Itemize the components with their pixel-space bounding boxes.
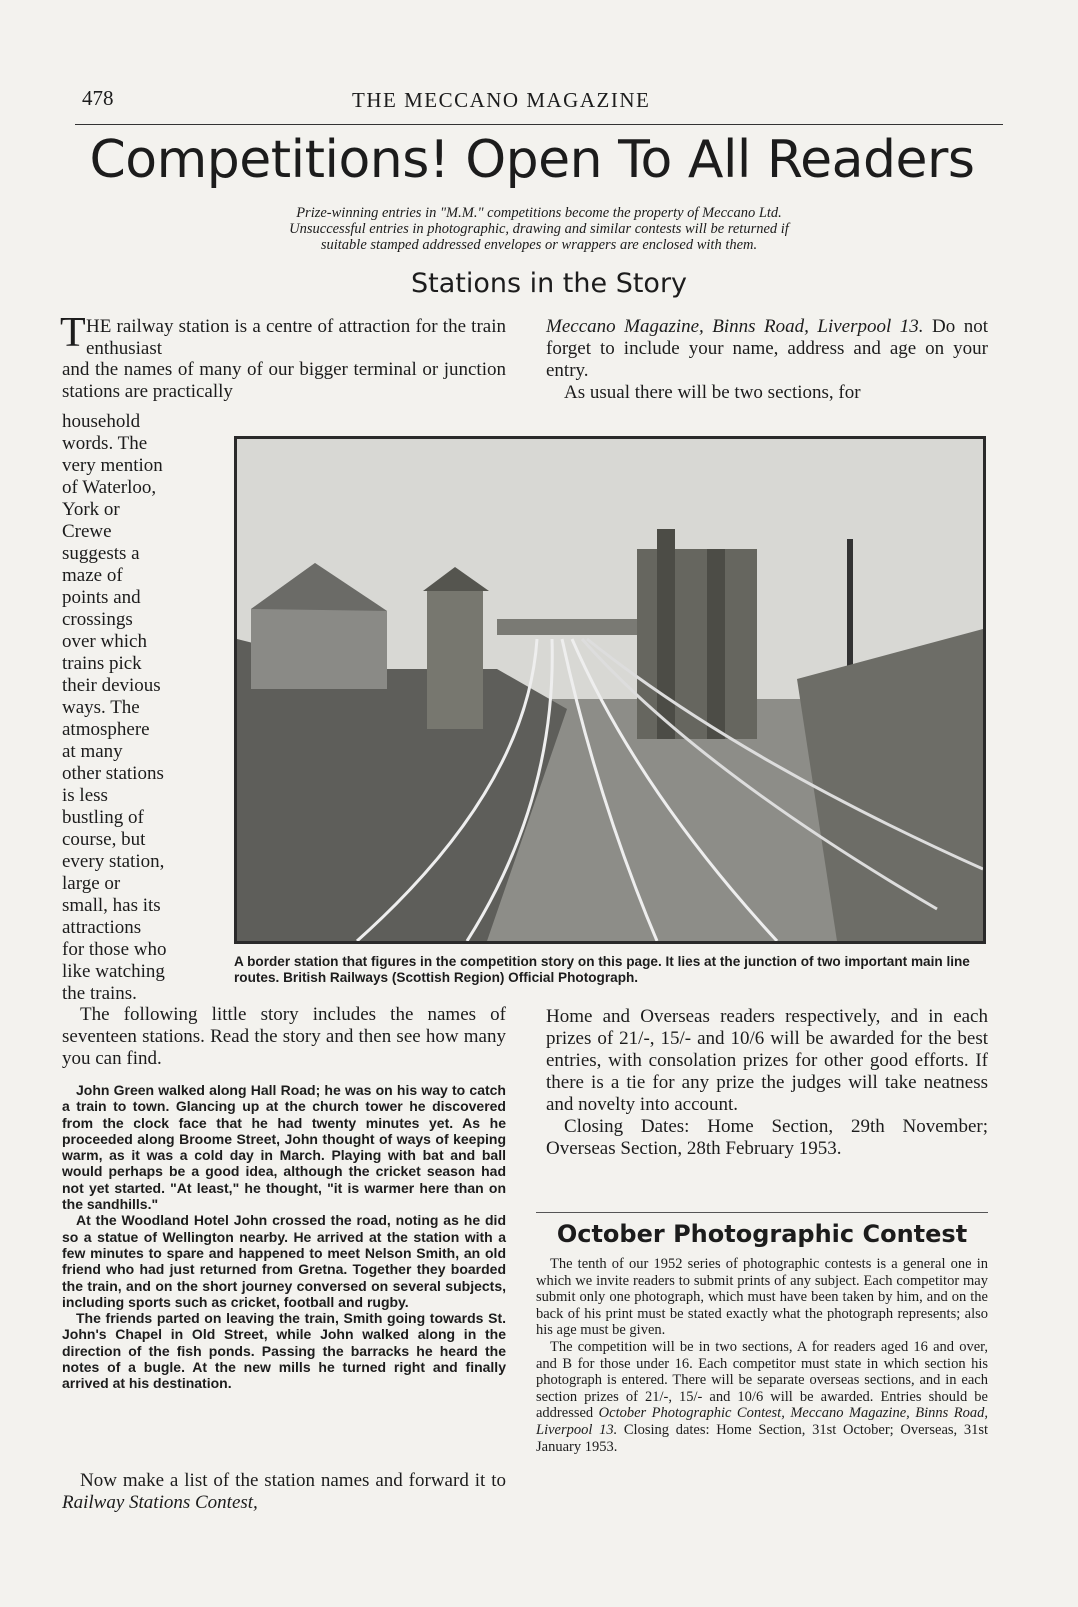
narrow-column-line: Crewe [62, 521, 112, 542]
october-text: The competition will be in two sections, A for readers aged 16 and over, and B for those under 16. Each competitor must state in which section his photograph is entered. There will be separate overseas sections, and in each section prizes of 21/-, 15/- and 10/6 will be awarded. Entries should be addressed [536, 1338, 988, 1422]
following-paragraph: The following little story includes the names of seventeen stations. Read the story and then see how many you can find. [62, 1004, 506, 1069]
narrow-column-line: attractions [62, 917, 142, 938]
october-paragraph: The tenth of our 1952 series of photographic contests is a general one in which we invite readers to submit prints of any subject. Each competitor may submit only one photograph, which must have been taken by him, and on the back of his print must be stated exactly what the photograph represents; also his age must be given. [536, 1256, 988, 1339]
drop-cap: T [60, 310, 86, 356]
narrow-column-line: over which [62, 631, 147, 652]
narrow-column-line: like watching [62, 961, 165, 982]
lead-paragraph-start: HE railway station is a centre of attraction for the train enthusiast [86, 316, 506, 359]
intro-line: Unsuccessful entries in photographic, drawing and similar contests will be returned if [289, 221, 789, 237]
photo-caption: A border station that figures in the competition story on this page. It lies at the junction of two important main line routes. British Railways (Scottish Region) Official Photograph. [234, 954, 970, 985]
sections-intro: As usual there will be two sections, for [564, 382, 861, 403]
narrow-column-line: at many [62, 741, 123, 762]
narrow-column-line: course, but [62, 829, 146, 850]
narrow-column-line: points and [62, 587, 141, 608]
narrow-column-line: large or [62, 873, 121, 894]
october-address-italic: October Photographic Contest, Meccano Magazine, Binns Road, Liverpool 13. [536, 1405, 989, 1438]
narrow-column-line: is less [62, 785, 108, 806]
october-closing: Closing dates: Home Section, 31st October; Overseas, 31st January 1953. [536, 1421, 989, 1455]
narrow-column-line: bustling of [62, 807, 144, 828]
narrow-column-line: crossings [62, 609, 133, 630]
narrow-column-line: household [62, 411, 141, 432]
story-instructions-text: Now make a list of the station names and forward it to [80, 1470, 506, 1491]
lead-paragraph-cont: and the names of many of our bigger terminal or junction stations are practically [62, 359, 506, 402]
station-photograph [234, 436, 986, 944]
story-paragraph: John Green walked along Hall Road; he was on his way to catch a train to town. Glancing up at the church tower he discovered from the clock face that he had twenty minutes yet. As he proceeded along Broome Street, John thought of ways of keeping warm, as it was a cold day in March. Playing with bat and ball would perhaps be a good idea, although the cricket season had not yet started. "At least," he thought, "it is warmer here than on the sandhills." [62, 1082, 506, 1213]
intro-note [150, 205, 928, 253]
narrow-column-line: very mention [62, 455, 163, 476]
intro-line: suitable stamped addressed envelopes or wrappers are enclosed with them. [320, 237, 758, 253]
address-italic: Meccano Magazine, Binns Road, Liverpool 13. [546, 316, 924, 337]
section-heading-stations: Stations in the Story [410, 268, 688, 299]
page-title: Competitions! Open To All Readers [89, 130, 975, 190]
narrow-column-line: words. The [62, 433, 148, 454]
section-heading-october: October Photographic Contest [556, 1220, 968, 1248]
narrow-column-line: of Waterloo, [62, 477, 157, 498]
narrow-column-line: trains pick [62, 653, 142, 674]
story-paragraph: The friends parted on leaving the train, Smith going towards St. John's Chapel in Old Street, while John walked along in the direction of the fish ponds. Passing the barracks he heard the notes of a bugle. At the new mills he turned right and finally arrived at his destination. [62, 1310, 506, 1392]
narrow-column-line: every station, [62, 851, 165, 872]
intro-line: Prize-winning entries in "M.M." competitions become the property of Meccano Ltd. [296, 205, 782, 221]
narrow-column-line: atmosphere [62, 719, 150, 740]
railway-photo-illustration [237, 439, 983, 941]
narrow-column-line: maze of [62, 565, 123, 586]
entry-instructions: Do not forget to include your name, address and age on your entry. [546, 316, 989, 381]
right-column-bottom [546, 1006, 988, 1160]
october-paragraph [536, 1339, 988, 1455]
narrow-column-line: other stations [62, 763, 164, 784]
story-text [62, 1082, 506, 1392]
narrow-column-line: York or [62, 499, 120, 520]
running-title: THE MECCANO MAGAZINE [352, 88, 651, 112]
narrow-column-line: small, has its [62, 895, 161, 916]
section-divider [536, 1212, 988, 1213]
contest-name-italic: Railway Stations Contest, [62, 1492, 258, 1513]
story-instructions [62, 1470, 506, 1514]
page-number: 478 [82, 86, 114, 110]
prizes-paragraph: Home and Overseas readers respectively, and in each prizes of 21/-, 15/- and 10/6 will be awarded for the best entries, with consolation prizes for other good efforts. If there is a tie for any prize the judges will take neatness and novelty into account. [546, 1006, 988, 1115]
narrow-column-line: for those who [62, 939, 167, 960]
right-column-top [546, 316, 988, 404]
closing-dates: Closing Dates: Home Section, 29th November; Overseas Section, 28th February 1953. [546, 1116, 988, 1159]
story-paragraph: At the Woodland Hotel John crossed the road, noting as he did so a statue of Wellington nearby. He arrived at the station with a few minutes to spare and happened to meet Nelson Smith, an old friend who had just returned from Gretna. Together they boarded the train, and on the short journey conversed on several subjects, including sports such as cricket, football and rugby. [62, 1212, 506, 1310]
narrow-column-line: suggests a [62, 543, 140, 564]
header-rule [75, 124, 1003, 125]
narrow-column-line: ways. The [62, 697, 140, 718]
narrow-column-line: their devious [62, 675, 161, 696]
narrow-column-line: the trains. [62, 983, 137, 1004]
october-contest-text [536, 1256, 988, 1455]
narrow-column [62, 411, 200, 1005]
